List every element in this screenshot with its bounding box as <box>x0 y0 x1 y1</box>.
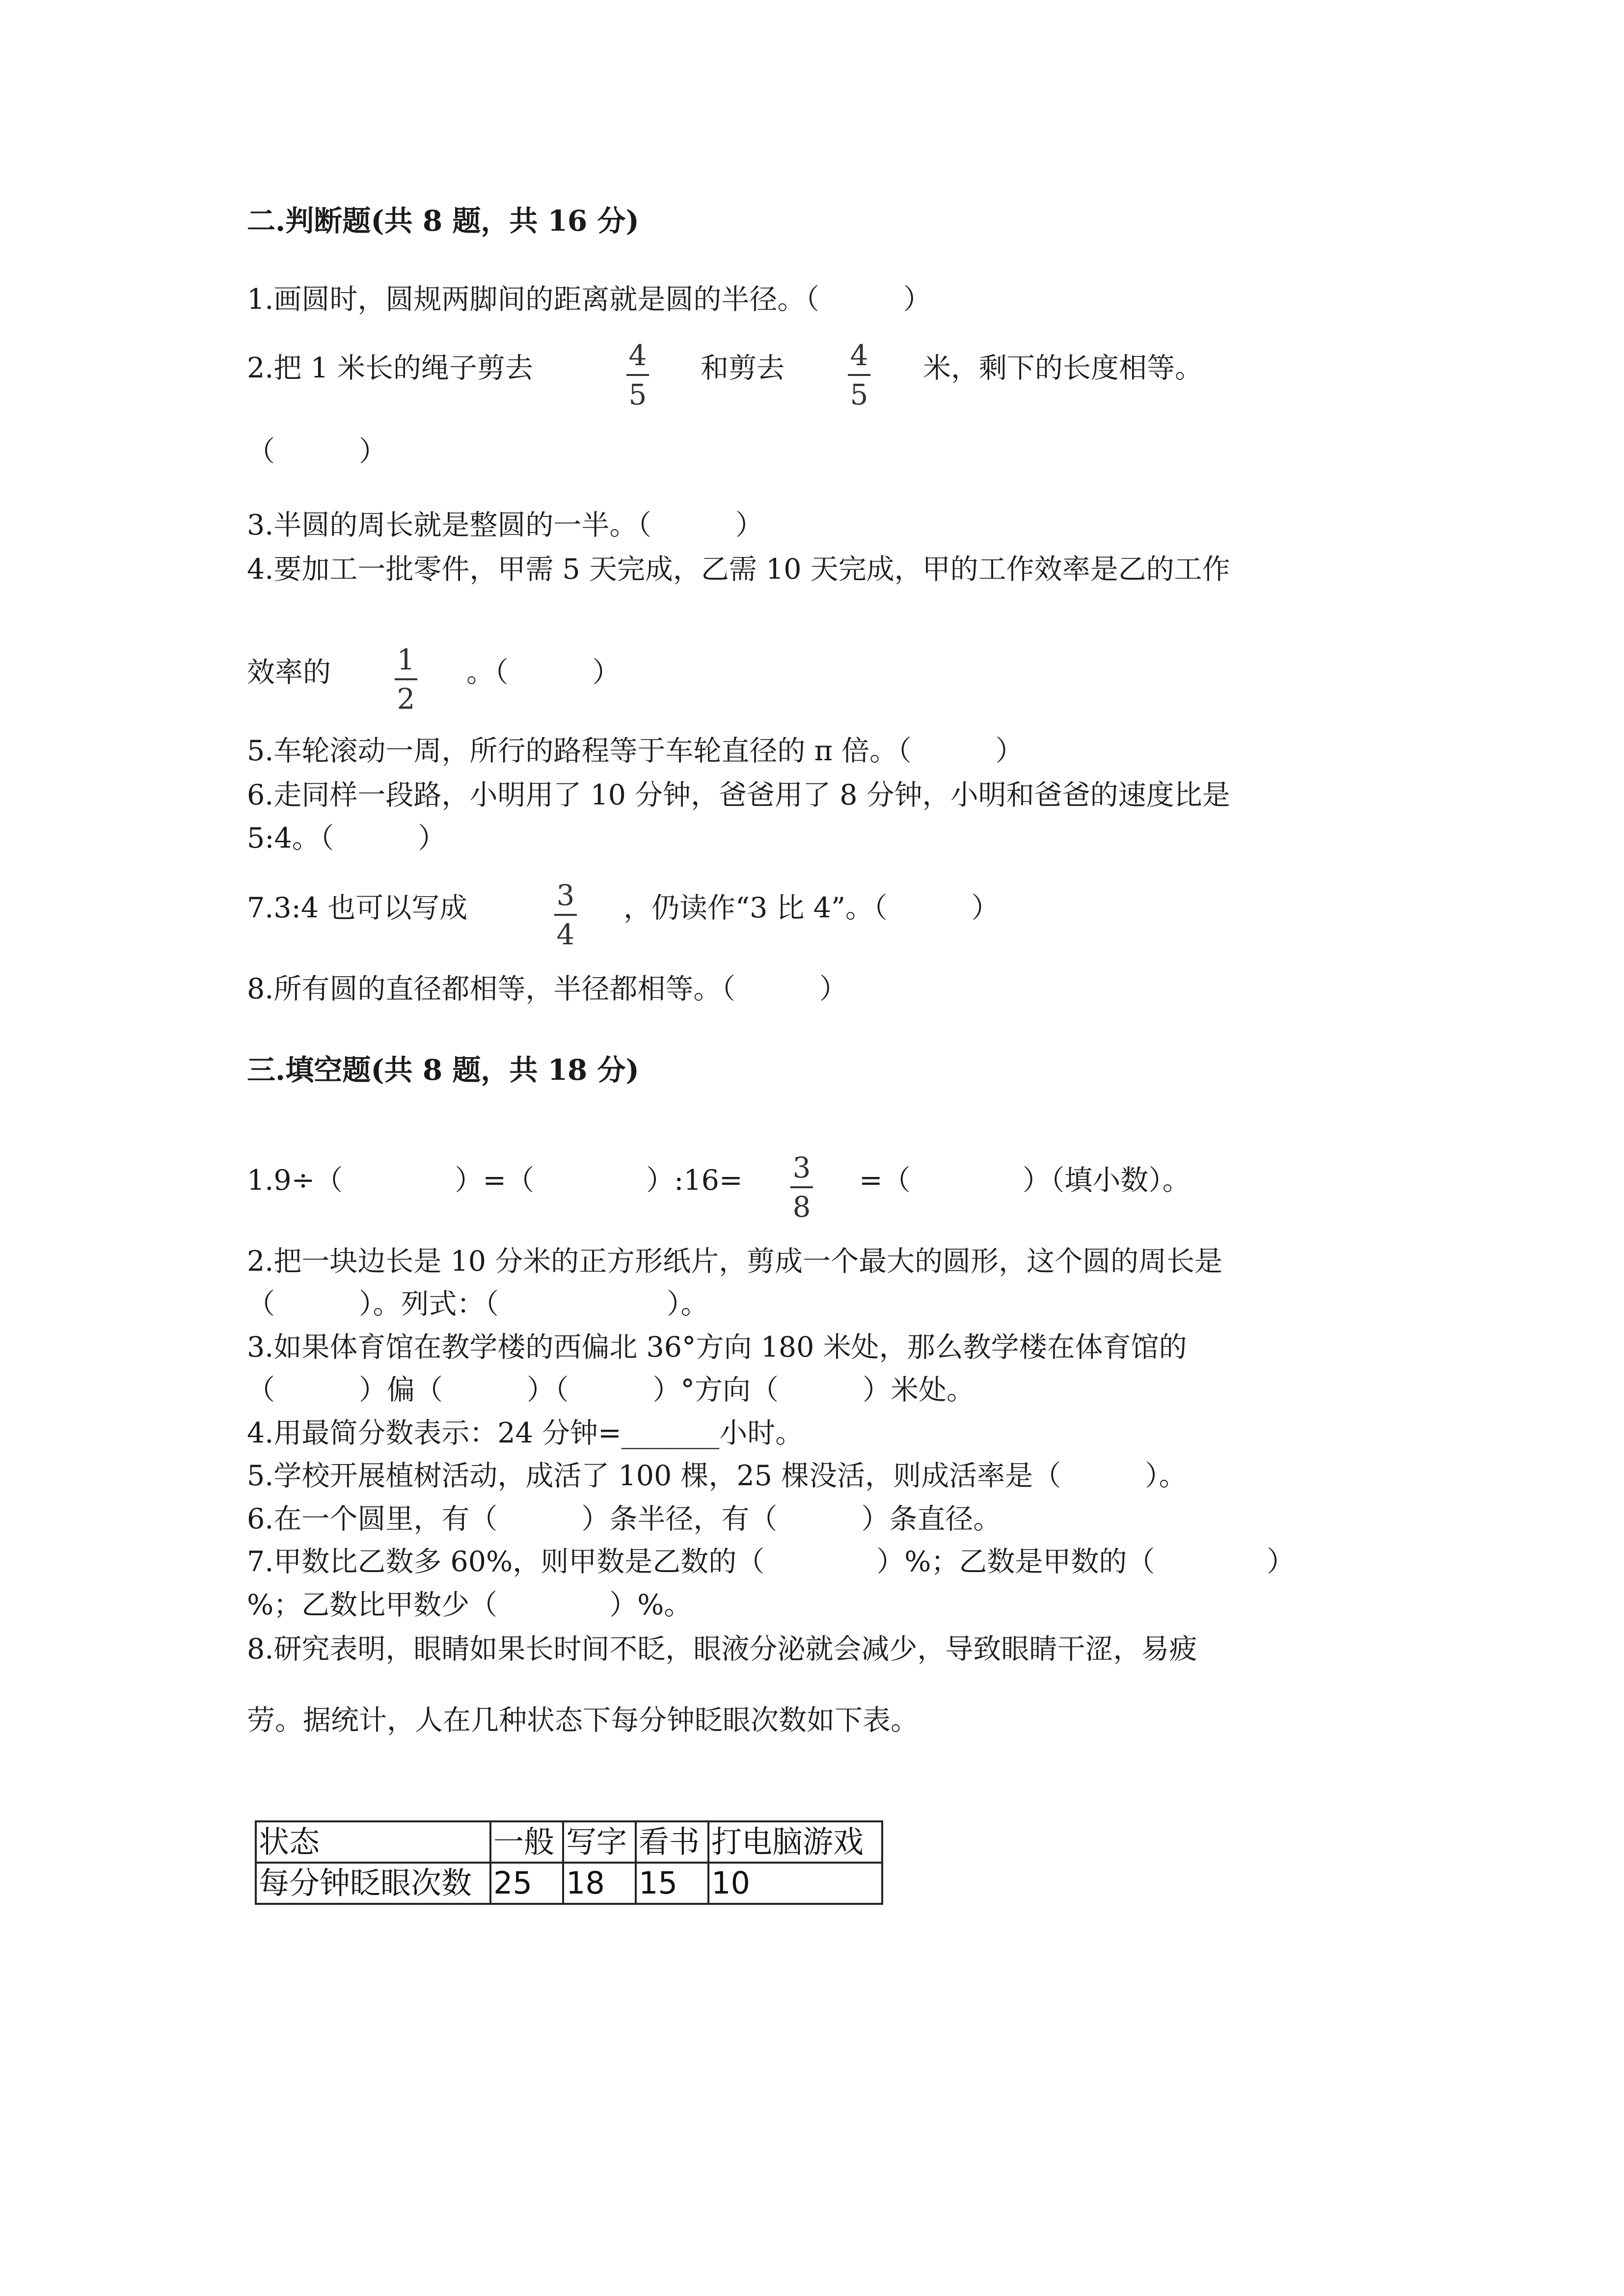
numerator: 4 <box>850 339 868 372</box>
numerator: 1 <box>397 643 415 676</box>
table-cell: 一般 <box>490 1821 563 1863</box>
s2-q4-text-c: 。（ ） <box>466 656 621 689</box>
blink-count-table <box>255 1820 883 1905</box>
s3-q3-line2: （ ）偏（ ）（ ）°方向（ ）米处。 <box>247 1374 974 1406</box>
s2-q2-fraction-2 <box>842 339 876 411</box>
s2-q2-fraction-1 <box>621 339 655 411</box>
s3-q2-line1: 2.把一块边长是 10 分米的正方形纸片，剪成一个最大的圆形，这个圆的周长是 <box>247 1245 1223 1278</box>
fraction-bar <box>554 914 577 916</box>
s2-q4-line1: 4.要加工一批零件，甲需 5 天完成，乙需 10 天完成，甲的工作效率是乙的工作 <box>247 553 1230 586</box>
numerator: 4 <box>628 339 647 372</box>
table-cell: 18 <box>563 1863 636 1904</box>
s2-q8: 8.所有圆的直径都相等，半径都相等。（ ） <box>247 973 847 1005</box>
s2-q7-text-a: 7.3:4 也可以写成 <box>247 892 468 924</box>
fraction-bar <box>848 374 870 376</box>
s3-q8-line2: 劳。据统计，人在几种状态下每分钟眨眼次数如下表。 <box>247 1704 919 1736</box>
s3-q7-line1: 7.甲数比乙数多 60%，则甲数是乙数的（ ）%；乙数是甲数的（ ） <box>247 1546 1295 1578</box>
table-cell: 10 <box>708 1863 882 1904</box>
table-cell: 写字 <box>563 1821 636 1863</box>
fraction-bar <box>790 1186 813 1188</box>
table-cell: 每分钟眨眼次数 <box>256 1863 490 1904</box>
table-header-row <box>256 1821 882 1863</box>
s3-q5: 5.学校开展植树活动，成活了 100 棵，25 棵没活，则成活率是（ ）。 <box>247 1460 1187 1492</box>
numerator: 3 <box>556 879 575 912</box>
denominator: 2 <box>397 682 415 716</box>
s2-q1: 1.画圆时，圆规两脚间的距离就是圆的半径。（ ） <box>247 283 931 316</box>
denominator: 5 <box>628 378 647 411</box>
s2-q2-text-a: 2.把 1 米长的绳子剪去 <box>247 352 533 384</box>
numerator: 3 <box>792 1151 811 1184</box>
s3-q7-line2: %；乙数比甲数少（ ）%。 <box>247 1589 692 1621</box>
s2-q2-blank: （ ） <box>247 435 387 468</box>
s2-q2-text-c: 米，剩下的长度相等。 <box>923 352 1203 384</box>
s3-q1-text-b: =（ ）（填小数）。 <box>859 1164 1191 1197</box>
s3-q6: 6.在一个圆里，有（ ）条半径，有（ ）条直径。 <box>247 1503 1001 1535</box>
s2-q7-text-b: ，仍读作“3 比 4”。（ ） <box>623 892 1000 924</box>
table-cell: 状态 <box>256 1821 490 1863</box>
s2-q3: 3.半圆的周长就是整圆的一半。（ ） <box>247 509 763 541</box>
s2-q6-line2: 5:4。（ ） <box>247 822 446 854</box>
fraction-bar <box>626 374 649 376</box>
denominator: 4 <box>556 918 575 951</box>
denominator: 5 <box>850 378 868 411</box>
s2-q4-fraction <box>389 643 423 716</box>
s3-q4: 4.用最简分数表示：24 分钟=_______小时。 <box>247 1417 804 1449</box>
s2-q2-text-b: 和剪去 <box>701 352 785 384</box>
fraction-bar <box>395 678 417 680</box>
s2-q7-fraction <box>548 879 583 951</box>
s3-q1-fraction <box>785 1151 819 1224</box>
s3-q2-line2: （ ）。列式：（ ）。 <box>247 1288 709 1320</box>
table-cell: 看书 <box>636 1821 708 1863</box>
table-cell: 25 <box>490 1863 563 1904</box>
section2-heading: 二.判断题(共 8 题，共 16 分) <box>247 204 639 238</box>
s2-q5: 5.车轮滚动一周，所行的路程等于车轮直径的 π 倍。（ ） <box>247 735 1024 767</box>
section3-heading: 三.填空题(共 8 题，共 18 分) <box>247 1053 639 1087</box>
denominator: 8 <box>792 1190 811 1224</box>
s3-q3-line1: 3.如果体育馆在教学楼的西偏北 36°方向 180 米处，那么教学楼在体育馆的 <box>247 1331 1187 1363</box>
table-cell: 15 <box>636 1863 708 1904</box>
table-cell: 打电脑游戏 <box>708 1821 882 1863</box>
s2-q6-line1: 6.走同样一段路，小明用了 10 分钟，爸爸用了 8 分钟，小明和爸爸的速度比是 <box>247 779 1230 811</box>
table-row <box>256 1863 882 1904</box>
s3-q8-line1: 8.研究表明，眼睛如果长时间不眨，眼液分泌就会减少，导致眼睛干涩，易疲 <box>247 1633 1197 1665</box>
s3-q1-text-a: 1.9÷（ ）=（ ）:16= <box>247 1164 743 1197</box>
s2-q4-text-b: 效率的 <box>247 656 331 689</box>
